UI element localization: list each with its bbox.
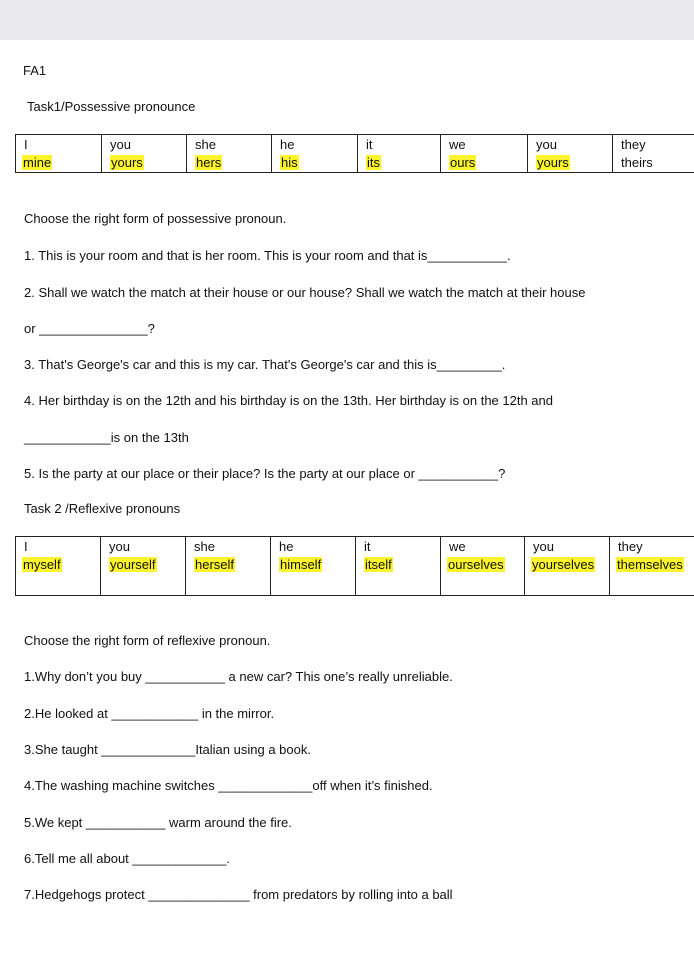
reflexive-cell [186,557,271,596]
task2-question-6: 6.Tell me all about _____________. [24,851,230,866]
subject-cell: he [271,537,356,558]
task2-question-5: 5.We kept ___________ warm around the fire. [24,815,292,830]
possessive-value: its [367,155,380,170]
reflexive-cell [101,557,186,596]
task1-question-5: 5. Is the party at our place or their place? Is the party at our place or ___________? [24,466,506,481]
task2-question-3: 3.She taught _____________Italian using a book. [24,742,311,757]
subject-cell: it [358,135,441,156]
possessive-cell [613,155,694,173]
possessive-value: his [281,155,298,170]
reflexive-pronoun-table [15,536,694,596]
reflexive-cell [525,557,610,596]
possessive-value: yours [537,155,569,170]
subject-cell: we [441,135,528,156]
task1-question-1: 1. This is your room and that is her room. This is your room and that is___________. [24,248,511,263]
possessive-value: theirs [621,155,653,170]
possessive-cell [102,155,187,173]
task2-instruction: Choose the right form of reflexive pronoun. [24,633,271,648]
reflexive-cell [271,557,356,596]
reflexive-value: himself [280,557,322,572]
subject-cell: you [525,537,610,558]
possessive-cell [16,155,102,173]
possessive-value: mine [23,155,52,170]
reflexive-value: yourself [110,557,156,572]
subject-cell: you [102,135,187,156]
task2-question-2: 2.He looked at ____________ in the mirror. [24,706,275,721]
reflexive-cell [16,557,101,596]
subject-cell: they [613,135,694,156]
subject-cell: we [441,537,525,558]
task2-question-1: 1.Why don’t you buy ___________ a new car? This one’s really unreliable. [24,669,453,684]
subject-cell: she [186,537,271,558]
subject-cell: they [610,537,694,558]
possessive-value: hers [196,155,222,170]
possessive-cell [272,155,358,173]
subject-cell: you [101,537,186,558]
reflexive-cell [356,557,441,596]
possessive-value: ours [450,155,476,170]
task1-question-2-line-1: 2. Shall we watch the match at their house or our house? Shall we watch the match at their house [24,285,586,300]
task1-heading: Task1/Possessive pronounce [27,99,196,114]
subject-cell: I [16,135,102,156]
reflexive-cell [610,557,694,596]
reflexive-value: herself [195,557,235,572]
task1-instruction: Choose the right form of possessive pronoun. [24,211,287,226]
task1-question-4-line-1: 4. Her birthday is on the 12th and his birthday is on the 13th. Her birthday is on the 12th and [24,393,553,408]
possessive-pronoun-table [15,134,694,173]
task1-question-2-line-2: or _______________? [24,321,155,336]
doc-title: FA1 [23,63,47,78]
possessive-cell [528,155,613,173]
reflexive-value: ourselves [448,557,504,572]
task1-question-3: 3. That's George's car and this is my car. That's George's car and this is_________. [24,357,506,372]
task1-question-4-line-2: ____________is on the 13th [24,430,189,445]
reflexive-value: myself [23,557,61,572]
subject-cell: I [16,537,101,558]
reflexive-value: yourselves [532,557,595,572]
possessive-value: yours [111,155,143,170]
reflexive-value: itself [365,557,392,572]
possessive-cell [187,155,272,173]
task2-heading: Task 2 /Reflexive pronouns [24,501,181,516]
subject-cell: he [272,135,358,156]
reflexive-cell [441,557,525,596]
task2-question-4: 4.The washing machine switches _____________off when it’s finished. [24,778,433,793]
possessive-cell [358,155,441,173]
subject-cell: she [187,135,272,156]
task2-question-7: 7.Hedgehogs protect ______________ from predators by rolling into a ball [24,887,453,902]
reflexive-value: themselves [617,557,683,572]
subject-cell: it [356,537,441,558]
subject-cell: you [528,135,613,156]
possessive-cell [441,155,528,173]
top-bar [0,0,694,40]
